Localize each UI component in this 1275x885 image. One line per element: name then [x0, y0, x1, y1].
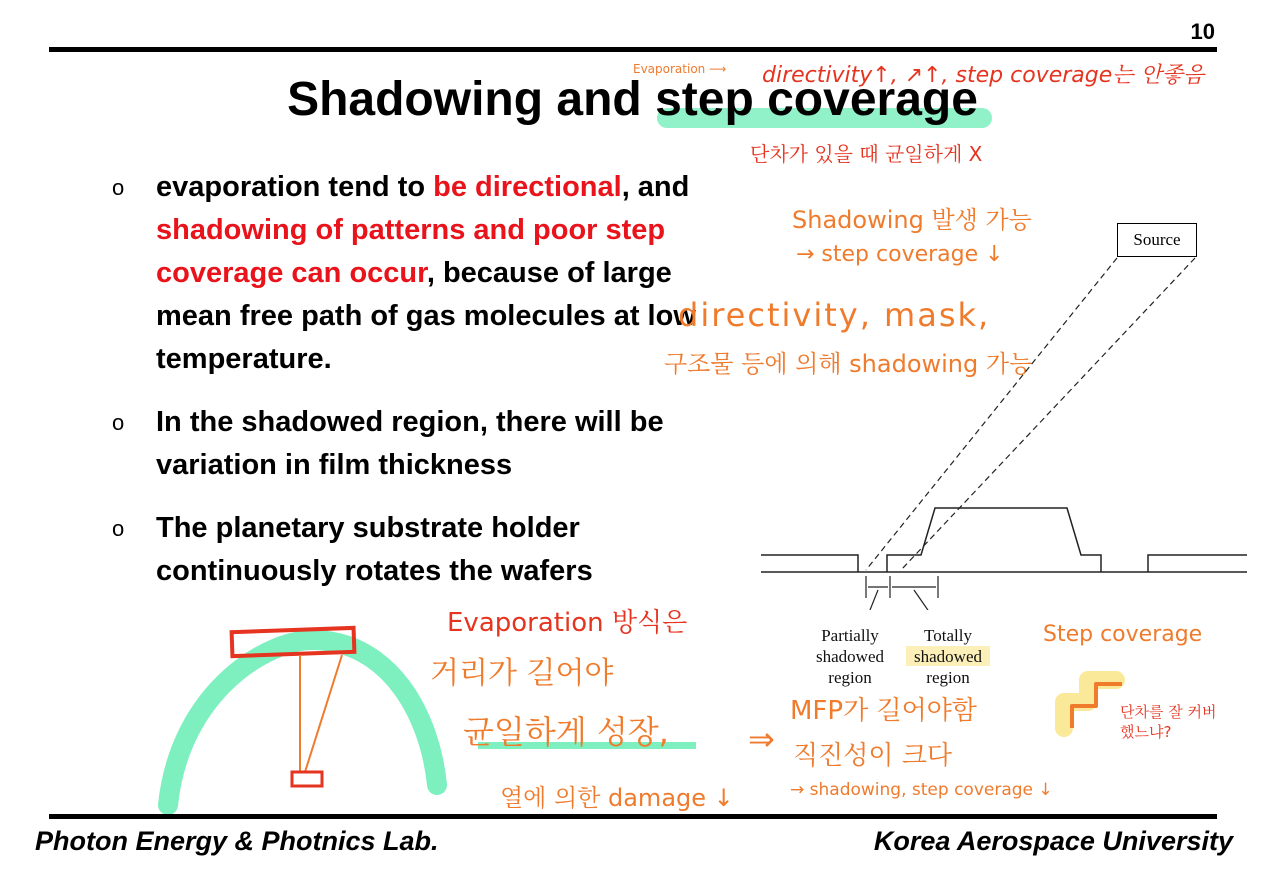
label-line: Partially [821, 626, 879, 645]
annotation-evaporation-arrow: Evaporation ⟶ [633, 62, 727, 76]
wafer-rect [292, 772, 322, 786]
region-markers [866, 576, 938, 610]
step-sketch [1050, 662, 1130, 742]
annotation-directivity-1: directivity, mask, [678, 296, 991, 334]
ray-left [866, 258, 1117, 570]
annotation-shadowing-1: Shadowing 발생 가능 [792, 206, 1032, 234]
bottom-rule [49, 814, 1217, 819]
label-line: Totally [924, 626, 972, 645]
annotation-arrow: ⇒ [748, 720, 775, 758]
bullet-list [112, 166, 752, 613]
substrate-profile [761, 508, 1247, 572]
bullet-marker: o [112, 516, 125, 541]
bullet-marker: o [112, 175, 125, 200]
top-rule [49, 47, 1217, 52]
annotation-mfp: MFP가 길어야함 [790, 696, 977, 726]
total-region-label [900, 625, 996, 688]
page-number: 10 [1190, 19, 1215, 44]
bullet-item-1 [112, 166, 752, 381]
label-line: region [828, 668, 872, 687]
shadowing-diagram [755, 250, 1255, 610]
annotation-step-question: 단차를 잘 커버 했느냐? [1120, 703, 1217, 741]
ray-line [305, 655, 342, 772]
annotation-straight: 직진성이 크다 [793, 741, 952, 771]
annotation-evap-method: Evaporation 방식은 [447, 608, 688, 638]
ray-right [901, 258, 1195, 570]
partial-region-label [800, 625, 900, 688]
annotation-directivity-2: 구조물 등에 의해 shadowing 가능 [664, 350, 1033, 378]
bullet-item-2 [112, 401, 752, 487]
slide-title: Shadowing and step coverage [287, 73, 978, 126]
annotation-shadowing-2: → step coverage ↓ [796, 242, 1004, 267]
annotation-uniform-growth: 균일하게 성장, [463, 713, 669, 751]
annotation-shadowing-step: → shadowing, step coverage ↓ [790, 780, 1053, 800]
raised-feature [887, 508, 1101, 572]
bullet-text: The planetary substrate holder continuously rotates the wafers [156, 512, 593, 587]
bullet-marker: o [112, 410, 125, 435]
source-box: Source [1117, 223, 1197, 257]
footer-university: Korea Aerospace University [873, 826, 1233, 856]
dome-arc [168, 640, 437, 805]
annotation-distance: 거리가 길어야 [430, 656, 614, 691]
source-rays [866, 258, 1195, 570]
substrate-right-step [1148, 555, 1247, 572]
annotation-directivity-top: directivity↑, ↗↑, step coverage는 안좋음 [762, 63, 1205, 88]
leader-line [868, 590, 878, 610]
bullet-text: , because of large mean free path of gas molecules at low temperature. [156, 257, 696, 375]
label-line: shadowed [816, 647, 884, 666]
bullet-text-red: be directional [433, 171, 622, 203]
substrate-left-step [761, 555, 858, 572]
leader-line [914, 590, 932, 610]
planetary-holder-sketch [150, 620, 460, 815]
bullet-text: In the shadowed region, there will be variation in film thickness [156, 406, 664, 481]
bullet-text: evaporation tend to [156, 171, 434, 203]
label-line: region [926, 668, 970, 687]
bullet-text-red: shadowing of patterns and poor step coverage can occur [156, 214, 666, 289]
annotation-under-title: 단차가 있을 때 균일하게 X [750, 142, 983, 166]
bullet-item-3 [112, 507, 752, 593]
label-line: shadowed [914, 647, 982, 666]
annotation-heat-damage: 열에 의한 damage ↓ [500, 784, 734, 812]
bullet-text: , and [621, 171, 690, 203]
annotation-step-coverage: Step coverage [1043, 622, 1203, 647]
footer-lab-name: Photon Energy & Photnics Lab. [35, 826, 439, 856]
